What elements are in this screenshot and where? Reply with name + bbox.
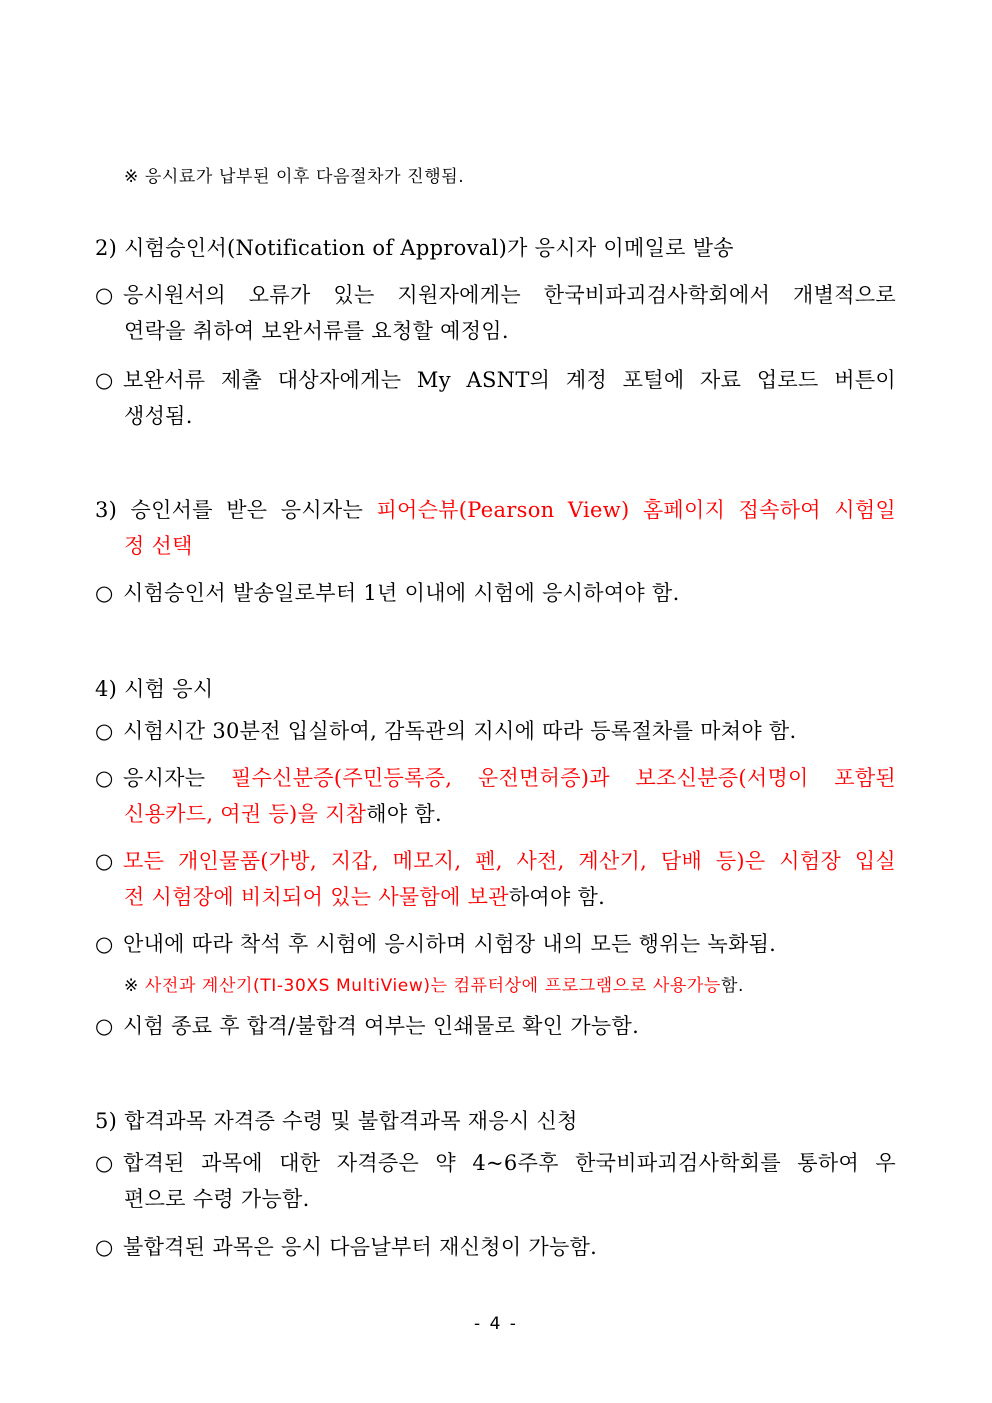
bullet-circle: ○ — [95, 849, 114, 873]
bullet-circle: ○ — [95, 1235, 114, 1259]
section-4-bullet-1: ○ 시험시간 30분전 입실하여, 감독관의 지시에 따라 등록절차를 마쳐야 함. — [95, 716, 796, 746]
section-4-bullet-3-cont: 전 시험장에 비치되어 있는 사물함에 보관하여야 함. — [124, 885, 606, 909]
page-number: - 4 - — [474, 1314, 518, 1334]
section-4-bullet-2-cont: 신용카드, 여권 등)을 지참해야 함. — [124, 802, 442, 826]
section-3-heading-emphasis: 피어슨뷰(Pearson View) 홈페이지 접속하여 시험일 — [376, 498, 896, 522]
section-2-bullet-1-cont: 연락을 취하여 보완서류를 요청할 예정임. — [124, 319, 509, 343]
bullet-circle: ○ — [95, 283, 114, 307]
payment-note: ※ 응시료가 납부된 이후 다음절차가 진행됨. — [124, 167, 465, 187]
section-3-bullet-1: ○ 시험승인서 발송일로부터 1년 이내에 시험에 응시하여야 함. — [95, 578, 680, 608]
section-4-bullet-3: ○ 모든 개인물품(가방, 지갑, 메모지, 펜, 사전, 계산기, 담배 등)은 시험장 입실 — [95, 846, 896, 876]
bullet-circle: ○ — [95, 1014, 114, 1038]
section-5-bullet-1-cont: 편으로 수령 가능함. — [124, 1187, 310, 1211]
section-3-heading-cont: 정 선택 — [124, 534, 193, 558]
section-4-heading: 4) 시험 응시 — [95, 677, 214, 701]
section-5-bullet-1: ○ 합격된 과목에 대한 자격증은 약 4~6주후 한국비파괴검사학회를 통하여 우 — [95, 1148, 896, 1178]
bullet-circle: ○ — [95, 1151, 114, 1175]
section-4-bullet-4: ○ 안내에 따라 착석 후 시험에 응시하며 시험장 내의 모든 행위는 녹화됨. — [95, 929, 776, 959]
section-4-bullet-5: ○ 시험 종료 후 합격/불합격 여부는 인쇄물로 확인 가능함. — [95, 1011, 639, 1041]
section-2-bullet-2: ○ 보완서류 제출 대상자에게는 My ASNT의 계정 포털에 자료 업로드 버튼이 — [95, 365, 896, 395]
section-2-bullet-2-cont: 생성됨. — [124, 404, 193, 428]
calculator-note: ※ 사전과 계산기(TI-30XS MultiView)는 컴퓨터상에 프로그램으로 사용가능함. — [124, 976, 744, 996]
section-5-heading: 5) 합격과목 자격증 수령 및 불합격과목 재응시 신청 — [95, 1109, 578, 1133]
bullet-circle: ○ — [95, 719, 114, 743]
section-2-heading: 2) 시험승인서(Notification of Approval)가 응시자 이메일로 발송 — [95, 236, 734, 260]
bullet-circle: ○ — [95, 766, 114, 790]
section-5-bullet-2: ○ 불합격된 과목은 응시 다음날부터 재신청이 가능함. — [95, 1232, 597, 1262]
section-4-bullet-2: ○ 응시자는 필수신분증(주민등록증, 운전면허증)과 보조신분증(서명이 포함된 — [95, 763, 896, 793]
bullet-circle: ○ — [95, 932, 114, 956]
section-2-bullet-1: ○ 응시원서의 오류가 있는 지원자에게는 한국비파괴검사학회에서 개별적으로 — [95, 280, 896, 310]
bullet-circle: ○ — [95, 368, 114, 392]
bullet-circle: ○ — [95, 581, 114, 605]
section-3-heading: 3) 승인서를 받은 응시자는 피어슨뷰(Pearson View) 홈페이지 접속하여 시험일 — [95, 498, 896, 522]
